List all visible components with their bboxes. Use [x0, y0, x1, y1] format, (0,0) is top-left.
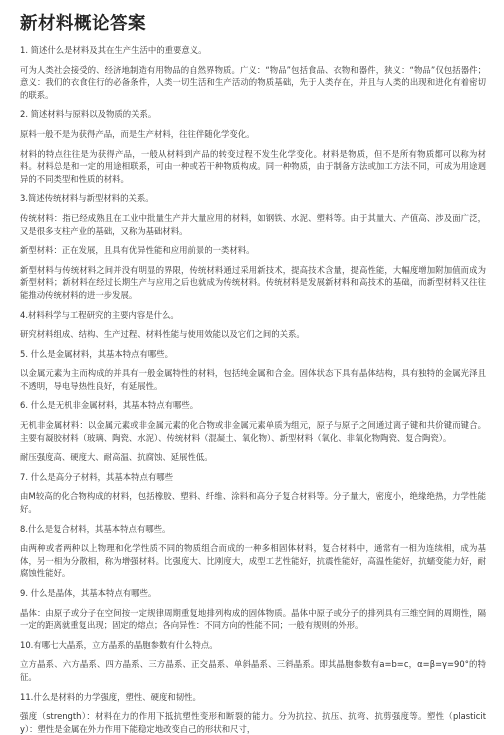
paragraph-16: 耐压强度高、硬度大、耐高温、抗腐蚀、延展性低。 — [20, 452, 213, 463]
paragraph-5: 材料的特点往往是为获得产品，一般从材料到产品的转变过程不发生化学变化。材料是物质，但不是所有物质都可以称为材料。材料总是和一定的用途相联系，可由一种或若干种物质构成。同一种物质，由于制备方法或加工方法不同，可成为用途迥异的不同类型和性质的材料。 — [20, 148, 486, 184]
paragraph-4: 原料一般不是为获得产品，而是生产材料，往往伴随化学变化。 — [20, 128, 255, 139]
paragraph-22: 晶体：由原子或分子在空间按一定规律周期重复地排列构成的固体物质。晶体中原子或分子的排列具有三维空间的周期性，隔一定的距离就重复出现；固定的熔点；各向异性：不同方向的性能不同；一般有规则的外形。 — [20, 607, 486, 631]
paragraph-11: 研究材料组成、结构、生产过程、材料性能与使用效能以及它们之间的关系。 — [20, 329, 305, 340]
paragraph-23: 10.有哪七大晶系，立方晶系的晶胞参数有什么特点。 — [20, 639, 218, 650]
paragraph-12: 5. 什么是金属材料，其基本特点有哪些。 — [20, 348, 174, 359]
paragraph-8: 新型材料：正在发展，且具有优异性能和应用前景的一类材料。 — [20, 245, 255, 256]
paragraph-6: 3.简述传统材料与新型材料的关系。 — [20, 193, 154, 204]
paragraph-9: 新型材料与传统材料之间并没有明显的界限，传统材料通过采用新技术，提高技术含量，提高性能，大幅度增加附加值而成为新型材料；新材料在经过长期生产与应用之后也就成为传统材料。传统材料是发展新材料和高技术的基础，而新型材料又往往能推动传统材料的进一步发展。 — [20, 264, 486, 300]
paragraph-17: 7. 什么是高分子材料，其基本特点有哪些 — [20, 471, 174, 482]
document-title: 新材料概论答案 — [20, 14, 146, 34]
paragraph-1: 1. 简述什么是材料及其在生产生活中的重要意义。 — [20, 45, 207, 55]
paragraph-20: 由两种或者两种以上物理和化学性质不同的物质组合而成的一种多相固体材料，复合材料中，通常有一相为连续相，成为基体，另一相为分散相，称为增强材料。比强度大、比刚度大，成型工艺性能好，抗震性能好，高温性能好，抗蠕变能力好，耐腐蚀性能好。 — [20, 543, 486, 579]
paragraph-24: 立方晶系、六方晶系、四方晶系、三方晶系、正交晶系、单斜晶系、三斜晶系。即其晶胞参数有a=b=c，α=β=γ=90°的特征。 — [20, 659, 486, 682]
paragraph-25: 11.什么是材料的力学强度，塑性、硬度和韧性。 — [20, 691, 201, 702]
document-body — [20, 44, 486, 735]
paragraph-13: 以金属元素为主而构成的并具有一般金属特性的材料，包括纯金属和合金。固体状态下具有晶体结构，具有独特的金属光泽且不透明，导电导热性良好，有延展性。 — [20, 368, 486, 391]
paragraph-21: 9. 什么是晶体，其基本特点有哪些。 — [20, 588, 157, 598]
paragraph-3: 2. 简述材料与原料以及物质的关系。 — [20, 109, 157, 120]
paragraph-10: 4.材料科学与工程研究的主要内容是什么。 — [20, 309, 179, 320]
paragraph-19: 8.什么是复合材料，其基本特点有哪些。 — [20, 523, 171, 534]
paragraph-26: 强度（strength）：材料在力的作用下抵抗塑性变形和断裂的能力。分为抗拉、抗压、抗弯、抗剪强度等。塑性（plasticity）：塑性是金属在外力作用下能稳定地改变自己的形状和尺寸， — [20, 711, 486, 734]
paragraph-14: 6. 什么是无机非金属材料，其基本特点有哪些。 — [20, 400, 199, 411]
paragraph-2: 可为人类社会接受的、经济地制造有用物品的自然界物质。广义：“物品”包括食品、衣物和器件，狭义：“物品”仅包括器件；意义：我们的衣食住行的必备条件，人类一切生活和生产活动的物质基础，先于人类存在，并且与人类的出现和进化有着密切的联系。 — [20, 64, 486, 100]
paragraph-18: 由M较高的化合物构成的材料，包括橡胶、塑料、纤维、涂料和高分子复合材料等。分子量大，密度小，绝缘绝热，力学性能好。 — [20, 491, 486, 515]
paragraph-7: 传统材料：指已经成熟且在工业中批量生产并大量应用的材料，如钢铁、水泥、塑料等。由于其量大、产值高、涉及面广泛，又是很多支柱产业的基础，又称为基础材料。 — [20, 212, 486, 236]
paragraph-15: 无机非金属材料：以金属元素或非金属元素的化合物或非金属元素单质为组元，原子与原子之间通过离子键和共价键而键合。主要有凝胶材料（玻璃、陶瓷、水泥）、传统材料（混凝土、氧化物）、新型材料（氧化、非氧化物陶瓷、复合陶瓷）。 — [20, 420, 486, 443]
